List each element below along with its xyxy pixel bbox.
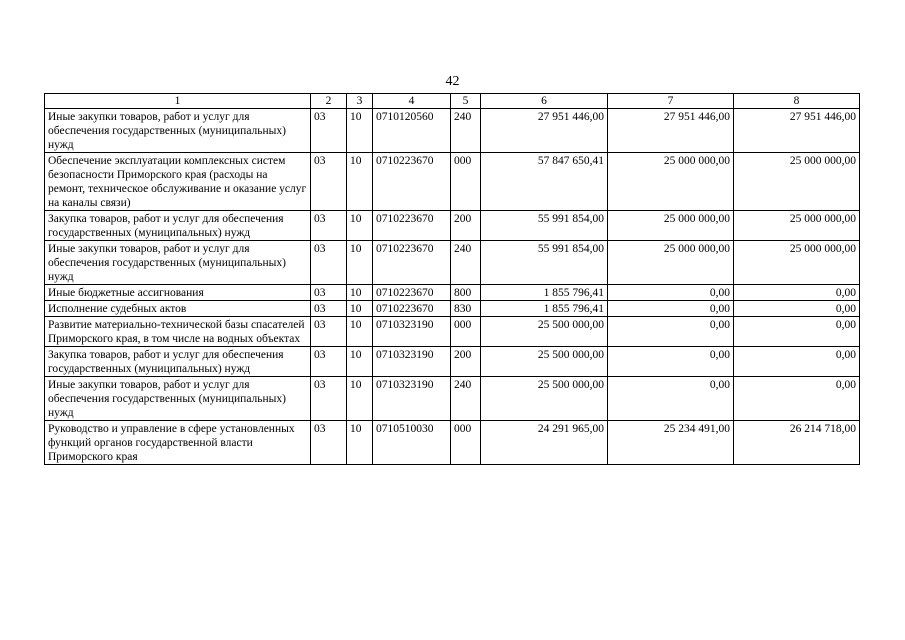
table-row bbox=[45, 317, 860, 347]
section-code: 03 bbox=[311, 109, 347, 153]
table-row bbox=[45, 421, 860, 465]
column-header-3: 3 bbox=[347, 94, 373, 109]
expense-type-code: 200 bbox=[451, 211, 481, 241]
amount-col-8: 0,00 bbox=[734, 317, 860, 347]
amount-col-8: 25 000 000,00 bbox=[734, 153, 860, 211]
amount-col-7: 0,00 bbox=[608, 377, 734, 421]
amount-col-7: 0,00 bbox=[608, 347, 734, 377]
subsection-code: 10 bbox=[347, 301, 373, 317]
expense-name: Иные закупки товаров, работ и услуг для обеспечения государственных (муниципальных) нужд bbox=[45, 109, 311, 153]
amount-col-7: 25 000 000,00 bbox=[608, 211, 734, 241]
section-code: 03 bbox=[311, 285, 347, 301]
column-header-8: 8 bbox=[734, 94, 860, 109]
column-header-5: 5 bbox=[451, 94, 481, 109]
amount-col-6: 1 855 796,41 bbox=[481, 301, 608, 317]
header-row bbox=[45, 94, 860, 109]
expense-name: Закупка товаров, работ и услуг для обеспечения государственных (муниципальных) нужд bbox=[45, 211, 311, 241]
amount-col-8: 0,00 bbox=[734, 285, 860, 301]
page-number: 42 bbox=[445, 74, 460, 89]
amount-col-6: 57 847 650,41 bbox=[481, 153, 608, 211]
target-article-code: 0710510030 bbox=[373, 421, 451, 465]
table-body bbox=[45, 109, 860, 465]
expense-type-code: 800 bbox=[451, 285, 481, 301]
section-code: 03 bbox=[311, 347, 347, 377]
expense-name: Обеспечение эксплуатации комплексных систем безопасности Приморского края (расходы на ремонт, техническое обслуживание и оказание услуг на каналы связи) bbox=[45, 153, 311, 211]
expense-name: Исполнение судебных актов bbox=[45, 301, 311, 317]
section-code: 03 bbox=[311, 301, 347, 317]
amount-col-8: 0,00 bbox=[734, 377, 860, 421]
subsection-code: 10 bbox=[347, 347, 373, 377]
section-code: 03 bbox=[311, 211, 347, 241]
section-code: 03 bbox=[311, 377, 347, 421]
amount-col-6: 25 500 000,00 bbox=[481, 317, 608, 347]
subsection-code: 10 bbox=[347, 211, 373, 241]
amount-col-7: 25 000 000,00 bbox=[608, 153, 734, 211]
expense-type-code: 000 bbox=[451, 421, 481, 465]
amount-col-8: 0,00 bbox=[734, 301, 860, 317]
amount-col-6: 55 991 854,00 bbox=[481, 241, 608, 285]
target-article-code: 0710120560 bbox=[373, 109, 451, 153]
amount-col-7: 25 000 000,00 bbox=[608, 241, 734, 285]
expense-type-code: 240 bbox=[451, 109, 481, 153]
table-row bbox=[45, 211, 860, 241]
amount-col-8: 25 000 000,00 bbox=[734, 211, 860, 241]
table-row bbox=[45, 109, 860, 153]
table-row bbox=[45, 377, 860, 421]
subsection-code: 10 bbox=[347, 241, 373, 285]
column-header-4: 4 bbox=[373, 94, 451, 109]
amount-col-7: 0,00 bbox=[608, 317, 734, 347]
table-row bbox=[45, 347, 860, 377]
amount-col-6: 25 500 000,00 bbox=[481, 377, 608, 421]
amount-col-8: 27 951 446,00 bbox=[734, 109, 860, 153]
amount-col-7: 0,00 bbox=[608, 285, 734, 301]
amount-col-6: 25 500 000,00 bbox=[481, 347, 608, 377]
expense-type-code: 240 bbox=[451, 377, 481, 421]
budget-table bbox=[44, 93, 860, 465]
expense-type-code: 200 bbox=[451, 347, 481, 377]
section-code: 03 bbox=[311, 241, 347, 285]
column-header-1: 1 bbox=[45, 94, 311, 109]
expense-type-code: 240 bbox=[451, 241, 481, 285]
amount-col-7: 25 234 491,00 bbox=[608, 421, 734, 465]
expense-type-code: 000 bbox=[451, 153, 481, 211]
table-row bbox=[45, 301, 860, 317]
expense-name: Иные бюджетные ассигнования bbox=[45, 285, 311, 301]
column-header-2: 2 bbox=[311, 94, 347, 109]
expense-name: Развитие материально-технической базы спасателей Приморского края, в том числе на водных объектах bbox=[45, 317, 311, 347]
expense-name: Иные закупки товаров, работ и услуг для обеспечения государственных (муниципальных) нужд bbox=[45, 377, 311, 421]
amount-col-6: 24 291 965,00 bbox=[481, 421, 608, 465]
expense-name: Руководство и управление в сфере установленных функций органов государственной власти Приморского края bbox=[45, 421, 311, 465]
amount-col-6: 27 951 446,00 bbox=[481, 109, 608, 153]
amount-col-6: 1 855 796,41 bbox=[481, 285, 608, 301]
table-row bbox=[45, 241, 860, 285]
amount-col-8: 25 000 000,00 bbox=[734, 241, 860, 285]
column-header-6: 6 bbox=[481, 94, 608, 109]
table-row bbox=[45, 153, 860, 211]
expense-type-code: 830 bbox=[451, 301, 481, 317]
subsection-code: 10 bbox=[347, 153, 373, 211]
target-article-code: 0710223670 bbox=[373, 241, 451, 285]
target-article-code: 0710323190 bbox=[373, 347, 451, 377]
target-article-code: 0710323190 bbox=[373, 377, 451, 421]
subsection-code: 10 bbox=[347, 285, 373, 301]
section-code: 03 bbox=[311, 153, 347, 211]
target-article-code: 0710223670 bbox=[373, 153, 451, 211]
expense-name: Иные закупки товаров, работ и услуг для обеспечения государственных (муниципальных) нужд bbox=[45, 241, 311, 285]
subsection-code: 10 bbox=[347, 421, 373, 465]
subsection-code: 10 bbox=[347, 317, 373, 347]
target-article-code: 0710223670 bbox=[373, 285, 451, 301]
section-code: 03 bbox=[311, 317, 347, 347]
amount-col-8: 0,00 bbox=[734, 347, 860, 377]
amount-col-7: 27 951 446,00 bbox=[608, 109, 734, 153]
section-code: 03 bbox=[311, 421, 347, 465]
target-article-code: 0710223670 bbox=[373, 301, 451, 317]
amount-col-8: 26 214 718,00 bbox=[734, 421, 860, 465]
target-article-code: 0710223670 bbox=[373, 211, 451, 241]
table-row bbox=[45, 285, 860, 301]
target-article-code: 0710323190 bbox=[373, 317, 451, 347]
amount-col-7: 0,00 bbox=[608, 301, 734, 317]
table-header bbox=[45, 94, 860, 109]
amount-col-6: 55 991 854,00 bbox=[481, 211, 608, 241]
column-header-7: 7 bbox=[608, 94, 734, 109]
expense-type-code: 000 bbox=[451, 317, 481, 347]
expense-name: Закупка товаров, работ и услуг для обеспечения государственных (муниципальных) нужд bbox=[45, 347, 311, 377]
subsection-code: 10 bbox=[347, 109, 373, 153]
subsection-code: 10 bbox=[347, 377, 373, 421]
